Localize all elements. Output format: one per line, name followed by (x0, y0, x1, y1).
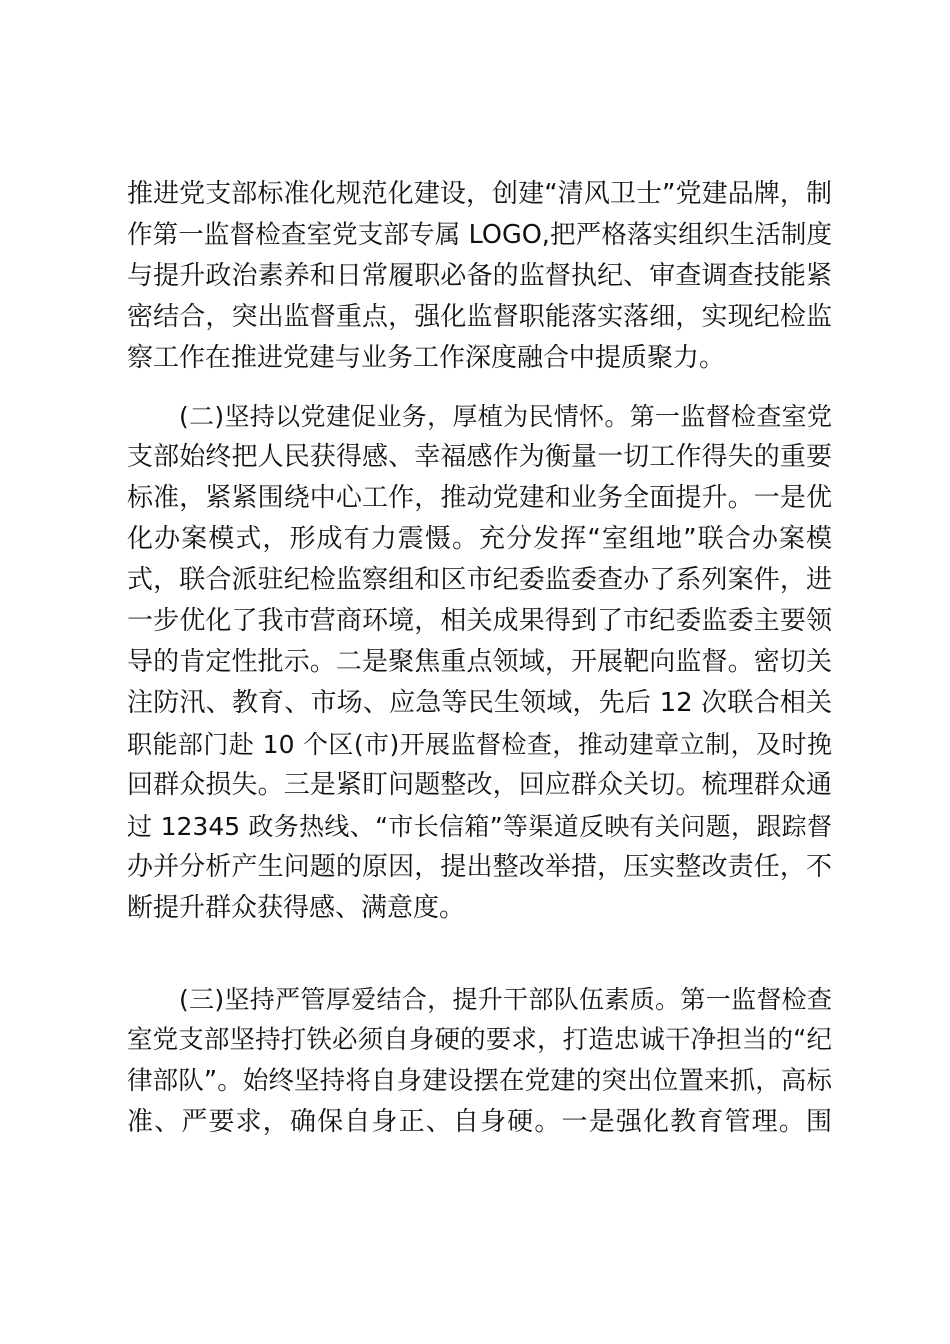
paragraph-2 (127, 396, 832, 929)
text-line: 式，联合派驻纪检监察组和区市纪委监委查办了系列案件，进 (127, 565, 832, 595)
text-line: 断提升群众获得感、满意度。 (127, 893, 466, 923)
text-line: 标准，紧紧围绕中心工作，推动党建和业务全面提升。一是优 (127, 483, 832, 513)
text-line: 办并分析产生问题的原因，提出整改举措，压实整改责任，不 (127, 852, 832, 882)
paragraph-3 (127, 979, 832, 1143)
text-line: 律部队”。始终坚持将自身建设摆在党建的突出位置来抓，高标 (127, 1066, 832, 1096)
text-line: 作第一监督检查室党支部专属 LOGO,把严格落实组织生活制度 (127, 220, 832, 250)
text-line: 密结合，突出监督重点，强化监督职能落实落细，实现纪检监 (127, 302, 832, 332)
text-line: 回群众损失。三是紧盯问题整改，回应群众关切。梳理群众通 (127, 770, 832, 800)
text-line: 化办案模式，形成有力震慑。充分发挥“室组地”联合办案模 (127, 524, 832, 554)
text-line: 一步优化了我市营商环境，相关成果得到了市纪委监委主要领 (127, 606, 832, 636)
text-line: 导的肯定性批示。二是聚焦重点领域，开展靶向监督。密切关 (127, 647, 832, 677)
text-line: 与提升政治素养和日常履职必备的监督执纪、审查调查技能紧 (127, 261, 832, 291)
text-line: 推进党支部标准化规范化建设，创建“清风卫士”党建品牌，制 (127, 179, 832, 209)
paragraph-1 (127, 174, 832, 379)
text-line: (三)坚持严管厚爱结合，提升干部队伍素质。第一监督检查 (179, 985, 832, 1014)
text-line: 室党支部坚持打铁必须自身硬的要求，打造忠诚干净担当的“纪 (127, 1025, 832, 1055)
text-line: 支部始终把人民获得感、幸福感作为衡量一切工作得失的重要 (127, 442, 832, 472)
text-line: 职能部门赴 10 个区(市)开展监督检查，推动建章立制，及时挽 (127, 730, 832, 759)
text-line: 注防汛、教育、市场、应急等民生领域，先后 12 次联合相关 (127, 688, 832, 718)
text-line: (二)坚持以党建促业务，厚植为民情怀。第一监督检查室党 (179, 402, 832, 431)
text-line: 准、严要求，确保自身正、自身硬。一是强化教育管理。围 (127, 1107, 832, 1137)
text-line: 察工作在推进党建与业务工作深度融合中提质聚力。 (127, 343, 726, 373)
text-line: 过 12345 政务热线、“市长信箱”等渠道反映有关问题，跟踪督 (127, 812, 832, 841)
